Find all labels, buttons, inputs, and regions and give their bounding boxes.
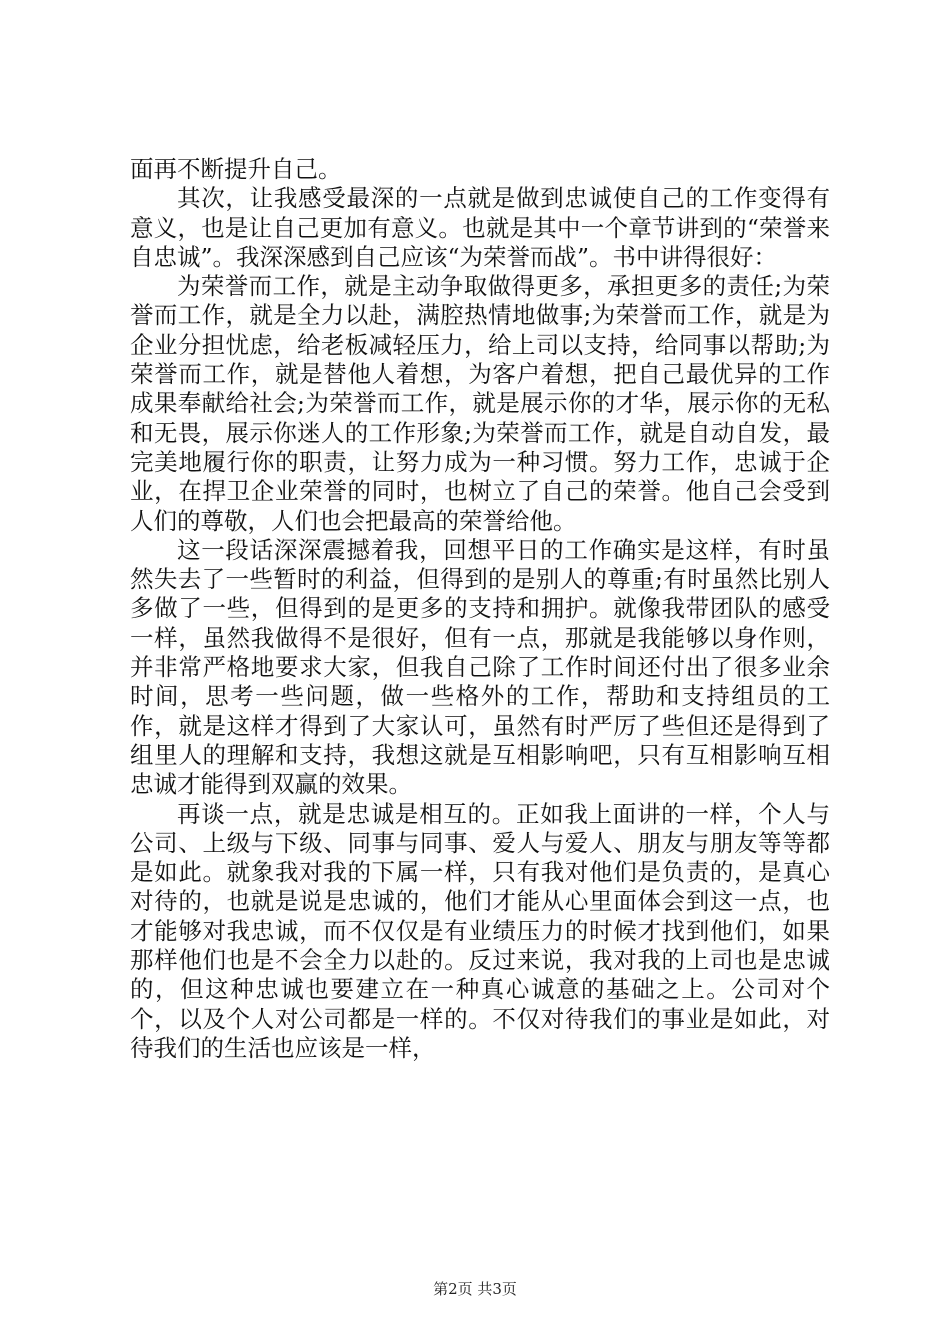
paragraph-5: 再谈一点，就是忠诚是相互的。正如我上面讲的一样，个人与公司、上级与下级、同事与同事、爱人与爱人、朋友与朋友等等都是如此。就象我对我的下属一样，只有我对他们是负责的，是真心对待的，也就是说是忠诚的，他们才能从心里面体会到这一点，也才能够对我忠诚，而不仅仅是有业绩压力的时候才找到他们，如果那样他们也是不会全力以赴的。反过来说，我对我的上司也是忠诚的，但这种忠诚也要建立在一种真心诚意的基础之上。公司对个个，以及个人对公司都是一样的。不仅对待我们的事业是如此，对待我们的生活也应该是一样，	[130, 799, 830, 1062]
paragraph-1: 面再不断提升自己。	[130, 155, 342, 183]
page-number-footer: 第2页 共3页	[433, 1280, 517, 1298]
paragraph-4: 这一段话深深震撼着我，回想平日的工作确实是这样，有时虽然失去了一些暂时的利益，但得到的是别人的尊重;有时虽然比别人多做了一些，但得到的是更多的支持和拥护。就像我带团队的感受一样，虽然我做得不是很好，但有一点，那就是我能够以身作则，并非常严格地要求大家，但我自己除了工作时间还付出了很多业余时间，思考一些问题，做一些格外的工作，帮助和支持组员的工作，就是这样才得到了大家认可，虽然有时严厉了些但还是得到了组里人的理解和支持，我想这就是互相影响吧，只有互相影响互相忠诚才能得到双赢的效果。	[130, 535, 830, 799]
paragraph-2: 其次，让我感受最深的一点就是做到忠诚使自己的工作变得有意义，也是让自己更加有意义。也就是其中一个章节讲到的“荣誉来自忠诚”。我深深感到自己应该“为荣誉而战”。书中讲得很好：	[130, 184, 830, 271]
paragraph-3: 为荣誉而工作，就是主动争取做得更多，承担更多的责任;为荣誉而工作，就是全力以赴，满腔热情地做事;为荣誉而工作，就是为企业分担忧虑，给老板减轻压力，给上司以支持，给同事以帮助;为荣誉而工作，就是替他人着想，为客户着想，把自己最优异的工作成果奉献给社会;为荣誉而工作，就是展示你的才华，展示你的无私和无畏，展示你迷人的工作形象;为荣誉而工作，就是自动自发，最完美地履行你的职责，让努力成为一种习惯。努力工作，忠诚于企业，在捍卫企业荣誉的同时，也树立了自己的荣誉。他自己会受到人们的尊敬，人们也会把最高的荣誉给他。	[130, 272, 830, 535]
document-body	[130, 155, 830, 1063]
